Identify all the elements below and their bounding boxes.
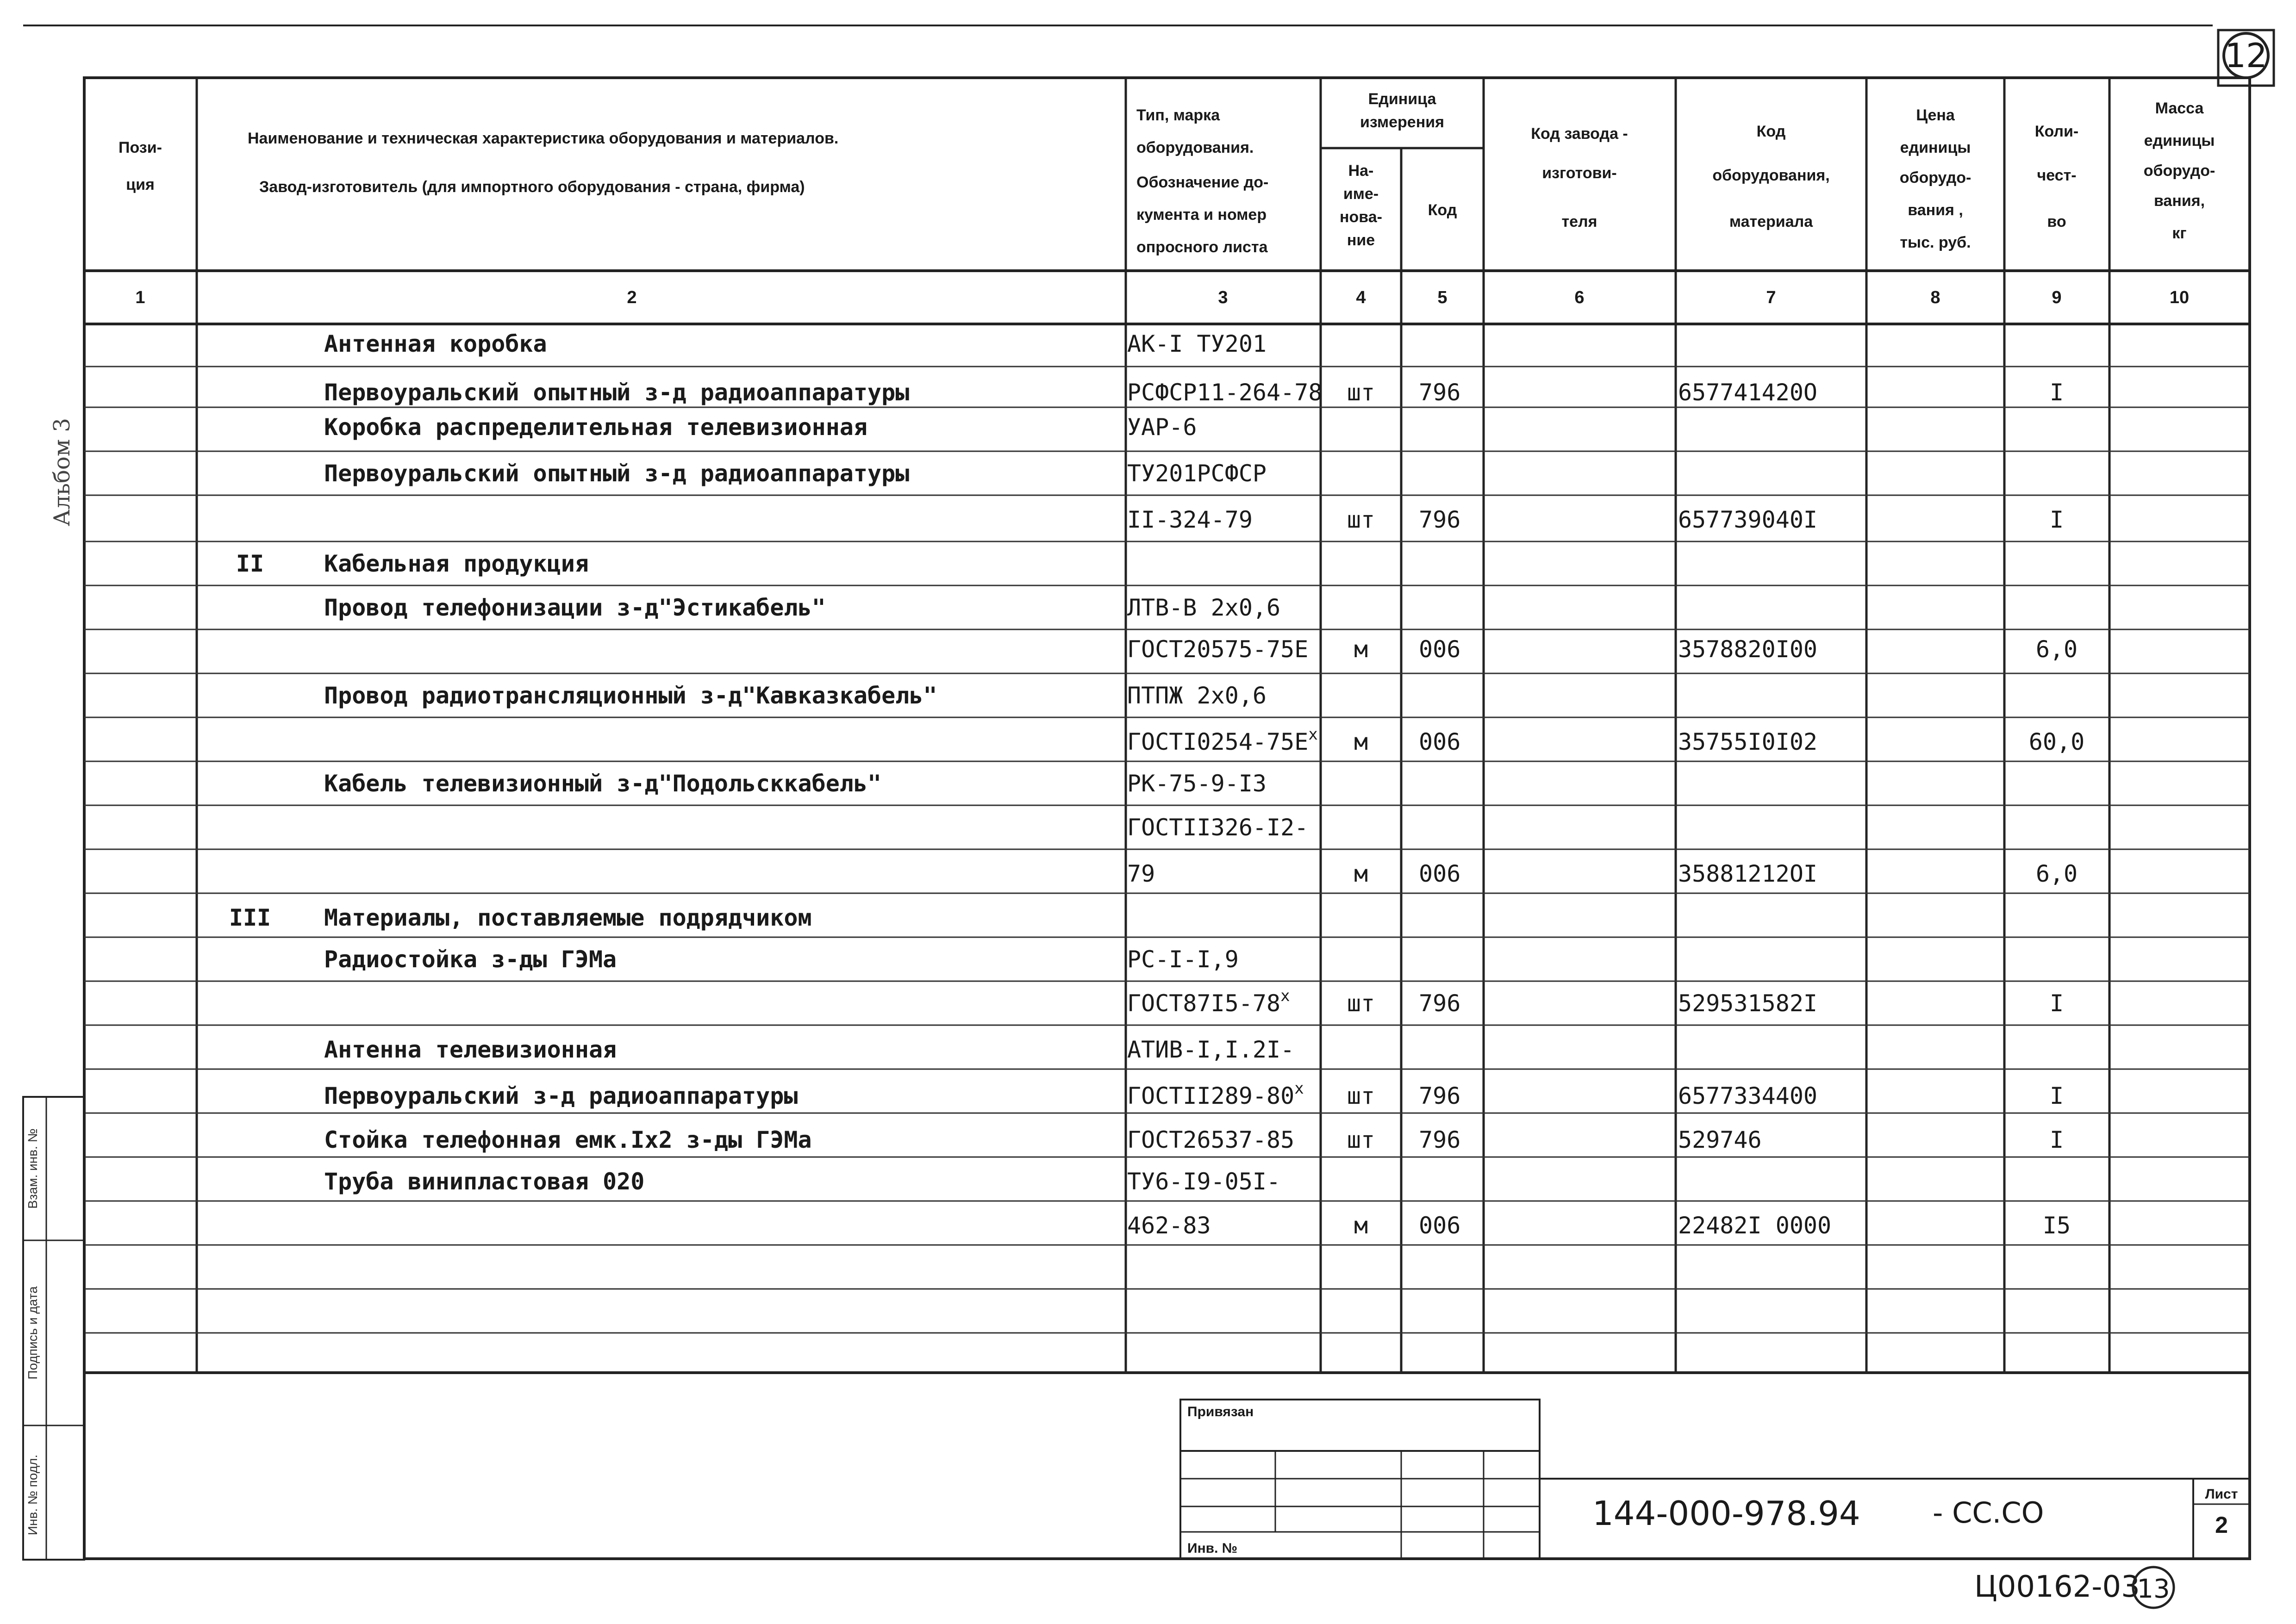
table-row — [1127, 506, 2064, 533]
cell-name: Радиостойка з-ды ГЭМа — [324, 946, 617, 973]
cell-type: II-324-79 — [1127, 506, 1253, 533]
cell-unit: шт — [1347, 1083, 1375, 1109]
header-col3-line4: кумента и номер — [1136, 206, 1267, 224]
col-num-2: 2 — [627, 288, 637, 307]
table-row — [1127, 1212, 2071, 1239]
cell-type: $ГОСТI0254-75Е^x$ — [1127, 725, 1318, 755]
col-num-10: 10 — [2169, 288, 2190, 307]
header-col6-line2: изготови- — [1542, 164, 1617, 182]
cell-unit: шт — [1347, 1126, 1375, 1153]
cell-name: Стойка телефонная емк.Iх2 з-ды ГЭМа — [324, 1126, 812, 1153]
cell-quantity: I5 — [2042, 1212, 2071, 1239]
cell-unit: шт — [1347, 379, 1375, 406]
cell-type: ГОСТII326-I2- — [1127, 814, 1309, 841]
col-num-8: 8 — [1930, 288, 1940, 307]
header-unit-line1: Единица — [1368, 90, 1436, 108]
header-col8-line3: оборудо- — [1899, 169, 1972, 187]
cell-type: ТУ6-I9-05I- — [1127, 1168, 1281, 1195]
cell-equipment-code: 657741420О — [1678, 379, 1818, 406]
header-col10-line5: кг — [2172, 224, 2187, 242]
cell-quantity: I — [2049, 1083, 2064, 1109]
header-col5: Код — [1428, 201, 1457, 219]
cell-unit: шт — [1347, 990, 1375, 1017]
header-col4-line2: име- — [1343, 185, 1379, 203]
cell-type: ГОСТII289-80$^x$ — [1127, 1079, 1304, 1109]
cell-name: Кабель телевизионный з-д"Подольсккабель" — [324, 770, 882, 797]
col-num-7: 7 — [1766, 288, 1776, 307]
cell-type: 462-83 — [1127, 1212, 1211, 1239]
header-unit-line2: измерения — [1360, 113, 1444, 131]
cell-type: РК-75-9-I3 — [1127, 770, 1267, 797]
table-row — [236, 550, 589, 577]
cell-type: РС-I-I,9 — [1127, 946, 1239, 973]
cell-name: Труба винипластовая 020 — [324, 1168, 645, 1195]
table-header — [119, 90, 2215, 256]
cell-type-superscript: x — [1280, 987, 1290, 1005]
side-stamp-replace: Взам. инв. № — [25, 1128, 40, 1209]
cell-type: ПТПЖ 2х0,6 — [1127, 682, 1267, 709]
header-col9-line3: во — [2047, 213, 2066, 230]
cell-equipment-code: 22482I 0000 — [1678, 1212, 1832, 1239]
cell-code: 006 — [1419, 728, 1461, 755]
cell-equipment-code: 35881212OI — [1678, 860, 1818, 887]
header-col7-line2: оборудования, — [1712, 167, 1830, 184]
col-num-5: 5 — [1437, 288, 1447, 307]
cell-quantity: 60,0 — [2028, 728, 2085, 755]
cell-code: 006 — [1419, 636, 1461, 663]
cell-code: 006 — [1419, 860, 1461, 887]
cell-name: Коробка распределительная телевизионная — [324, 414, 867, 441]
header-col7-line3: материала — [1729, 213, 1813, 230]
title-block — [1180, 1400, 2250, 1559]
header-col4-line1: На- — [1348, 162, 1374, 180]
cell-quantity: I — [2049, 506, 2064, 533]
cell-unit: м — [1354, 860, 1368, 887]
header-col3-line5: опросного листа — [1136, 238, 1268, 256]
header-col2-line2: Завод-изготовитель (для импортного оборудования - страна, фирма) — [259, 178, 805, 196]
stamp-doc-code: 144-000-978.94 — [1592, 1494, 1860, 1533]
header-col8-line4: вания , — [1908, 201, 1963, 219]
cell-type: ЛТВ-В 2х0,6 — [1127, 594, 1281, 621]
footer-code: Ц00162-03 — [1974, 1570, 2140, 1604]
cell-code: 796 — [1419, 379, 1461, 406]
cell-code: 796 — [1419, 506, 1461, 533]
footer-circled-number: 13 — [2137, 1574, 2170, 1604]
cell-quantity: 6,0 — [2035, 860, 2078, 887]
col-num-1: 1 — [135, 288, 145, 307]
cell-code: 796 — [1419, 1083, 1461, 1109]
table-row — [1127, 725, 2084, 755]
stamp-sheet-number: 2 — [2215, 1512, 2228, 1538]
side-album-label: Альбом 3 — [49, 418, 75, 526]
cell-code: 006 — [1419, 1212, 1461, 1239]
header-col6-line1: Код завода - — [1531, 125, 1628, 143]
header-col6-line3: теля — [1561, 213, 1597, 230]
header-col3-line2: оборудования. — [1136, 139, 1254, 156]
cell-name: Провод радиотрансляционный з-д"Кавказкабель" — [324, 682, 937, 709]
cell-type: 79 — [1127, 860, 1155, 887]
cell-type: АК-I ТУ201 — [1127, 330, 1267, 357]
cell-name: Первоуральский опытный з-д радиоаппаратуры — [324, 460, 910, 487]
cell-code: 796 — [1419, 990, 1461, 1017]
table-row — [324, 1036, 1294, 1063]
side-stamp-strip — [23, 1097, 84, 1560]
cell-name: Провод телефонизации з-д"Эстикабель" — [324, 594, 826, 621]
header-col10-line1: Масса — [2155, 100, 2204, 117]
table-row — [324, 1168, 1280, 1195]
stamp-sheet-label: Лист — [2205, 1487, 2238, 1502]
table-row — [1127, 636, 2078, 663]
table-body — [229, 330, 2084, 1239]
cell-name: Материалы, поставляемые подрядчиком — [324, 904, 812, 931]
header-col10-line4: вания, — [2153, 192, 2205, 210]
cell-type: ГОСТ26537-85 — [1127, 1126, 1295, 1153]
cell-quantity: 6,0 — [2035, 636, 2078, 663]
header-col1-line1: Пози- — [119, 139, 162, 156]
table-row — [229, 904, 812, 931]
cell-unit: м — [1354, 1212, 1368, 1239]
header-col9-line2: чест- — [2037, 167, 2077, 184]
table-row — [324, 946, 1239, 973]
header-col8-line2: единицы — [1900, 139, 1971, 156]
cell-type: ГОСТ20575-75Е — [1127, 636, 1309, 663]
cell-type: АТИВ-I,I.2I- — [1127, 1036, 1295, 1063]
cell-name: Антенная коробка — [324, 330, 547, 357]
table-row — [324, 379, 2064, 406]
cell-unit: м — [1354, 636, 1368, 663]
cell-name: Первоуральский з-д радиоаппаратуры — [324, 1083, 798, 1109]
col-num-4: 4 — [1356, 288, 1366, 307]
col-num-3: 3 — [1218, 288, 1228, 307]
cell-name: Первоуральский опытный з-д радиоаппаратуры — [324, 379, 910, 406]
header-col10-line3: оборудо- — [2143, 162, 2215, 180]
stamp-doc-suffix: - СС.СО — [1933, 1496, 2044, 1530]
header-col3-line1: Тип, марка — [1136, 106, 1220, 124]
cell-quantity: I — [2049, 990, 2064, 1017]
cell-type: РСФСР11-264-78 — [1127, 379, 1323, 406]
header-col2-line1: Наименование и техническая характеристика оборудования и материалов. — [248, 130, 839, 147]
stamp-privyazan: Привязан — [1187, 1404, 1254, 1419]
table-row — [324, 414, 1197, 441]
cell-equipment-code: 529531582I — [1678, 990, 1818, 1017]
cell-equipment-code: 657739040I — [1678, 506, 1818, 533]
column-number-row — [135, 288, 2189, 307]
cell-quantity: I — [2049, 1126, 2064, 1153]
stamp-inv-no: Инв. № — [1187, 1541, 1238, 1556]
header-col1-line2: ция — [126, 176, 155, 193]
cell-code: 796 — [1419, 1126, 1461, 1153]
cell-unit: шт — [1347, 506, 1375, 533]
table-row — [324, 594, 1280, 621]
header-col10-line2: единицы — [2144, 132, 2215, 149]
table-row — [324, 1126, 2064, 1153]
cell-name: Кабельная продукция — [324, 550, 589, 577]
page-number: 12 — [2225, 36, 2267, 75]
cell-type: ТУ201РСФСР — [1127, 460, 1267, 487]
header-col4-line4: ние — [1347, 231, 1375, 249]
side-stamp-sign: Подпись и дата — [25, 1286, 40, 1380]
header-col9-line1: Коли- — [2034, 123, 2079, 140]
header-col4-line3: нова- — [1340, 208, 1382, 226]
table-row — [1127, 814, 1308, 841]
table-row — [324, 1079, 2064, 1109]
header-col3-line3: Обозначение до- — [1136, 174, 1269, 191]
cell-type: ГОСТ87I5-78$^x$ — [1127, 987, 1290, 1017]
cell-quantity: I — [2049, 379, 2064, 406]
header-col8-line5: тыс. руб. — [1900, 234, 1971, 251]
cell-equipment-code: 3578820I00 — [1678, 636, 1818, 663]
cell-type-superscript: x — [1308, 725, 1318, 744]
cell-position: II — [236, 550, 264, 577]
col-num-9: 9 — [2052, 288, 2062, 307]
cell-position: III — [229, 904, 271, 931]
side-stamp-inv: Инв. № подл. — [25, 1454, 40, 1536]
header-col8-line1: Цена — [1916, 106, 1955, 124]
cell-equipment-code: 35755I0I02 — [1678, 728, 1818, 755]
header-col7-line1: Код — [1756, 123, 1786, 140]
cell-equipment-code: 529746 — [1678, 1126, 1762, 1153]
cell-unit: м — [1354, 728, 1368, 755]
cell-name: Антенна телевизионная — [324, 1036, 617, 1063]
table-row — [1127, 987, 2064, 1017]
table-row — [1127, 860, 2078, 887]
cell-equipment-code: 6577334400 — [1678, 1083, 1818, 1109]
cell-type: УАР-6 — [1127, 414, 1197, 441]
col-num-6: 6 — [1574, 288, 1585, 307]
cell-type-superscript: x — [1294, 1079, 1304, 1098]
